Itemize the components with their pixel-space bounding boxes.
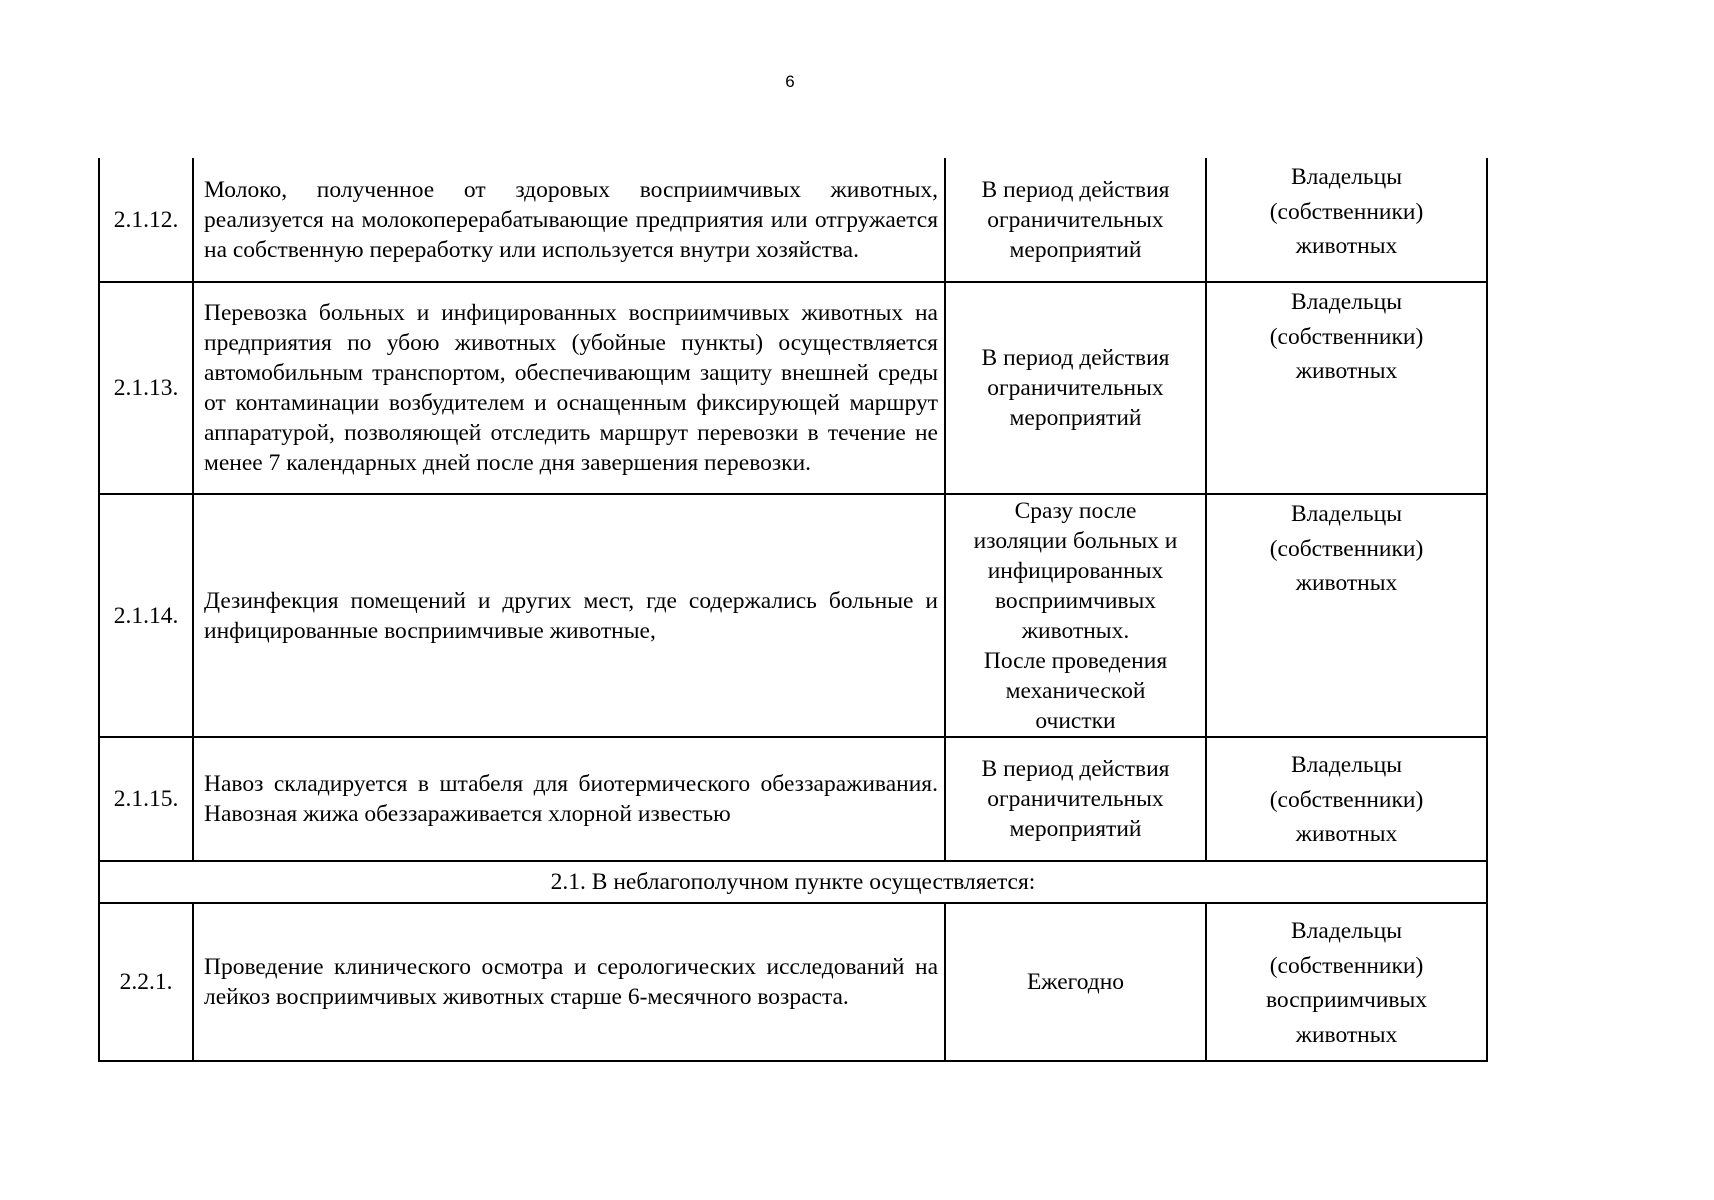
- responsible-line: (собственники): [1269, 786, 1424, 813]
- responsible-line: (собственники): [1269, 952, 1424, 979]
- row-description: Навоз складируется в штабеля для биотермического обеззараживания. Навозная жижа обеззараживается хлорной известью: [193, 737, 945, 861]
- period-line: ограничительных: [987, 375, 1164, 401]
- responsible-line: животных: [1295, 821, 1398, 848]
- row-description: Дезинфекция помещений и других мест, где содержались больные и инфицированные восприимчивые животные,: [193, 494, 945, 737]
- table-row: [99, 282, 1487, 494]
- row-responsible: [1206, 737, 1487, 861]
- row-period: [945, 494, 1206, 737]
- period-line: Ежегодно: [1026, 969, 1125, 995]
- period-line: ограничительных: [987, 206, 1164, 233]
- row-number: 2.2.1.: [99, 903, 193, 1061]
- period-line: животных.: [1021, 617, 1130, 644]
- row-period: [945, 903, 1206, 1061]
- row-number: 2.1.12.: [99, 158, 193, 282]
- period-line: После проведения: [983, 647, 1168, 674]
- responsible-line: восприимчивых: [1265, 987, 1428, 1013]
- section-heading: 2.1. В неблагополучном пункте осуществляется:: [99, 861, 1487, 903]
- row-responsible: [1206, 282, 1487, 494]
- row-responsible: [1206, 158, 1487, 282]
- period-line: В период действия: [981, 756, 1170, 782]
- responsible-line: животных: [1295, 570, 1398, 596]
- period-line: очистки: [1035, 707, 1116, 734]
- responsible-line: (собственники): [1269, 198, 1424, 225]
- section-row: [99, 861, 1487, 903]
- responsible-line: Владельцы: [1290, 918, 1403, 944]
- row-responsible: [1206, 494, 1487, 737]
- row-period: [945, 282, 1206, 494]
- period-line: В период действия: [981, 345, 1170, 371]
- row-number: 2.1.15.: [99, 737, 193, 861]
- responsible-line: Владельцы: [1290, 501, 1403, 527]
- table-row: [99, 737, 1487, 861]
- period-line: Сразу после: [1014, 497, 1137, 524]
- period-line: В период действия: [981, 176, 1170, 203]
- responsible-line: животных: [1295, 233, 1398, 259]
- row-responsible: [1206, 903, 1487, 1061]
- row-description: Проведение клинического осмотра и серологических исследований на лейкоз восприимчивых животных старше 6-месячного возраста.: [193, 903, 945, 1061]
- responsible-line: Владельцы: [1290, 752, 1403, 779]
- row-number: 2.1.13.: [99, 282, 193, 494]
- responsible-line: Владельцы: [1290, 164, 1403, 190]
- responsible-line: (собственники): [1269, 323, 1424, 350]
- period-line: восприимчивых: [994, 587, 1157, 614]
- period-line: изоляции больных и: [973, 527, 1178, 554]
- period-line: мероприятий: [1009, 236, 1142, 263]
- table-row: [99, 158, 1487, 282]
- responsible-line: животных: [1295, 1021, 1398, 1048]
- period-line: мероприятий: [1009, 405, 1142, 431]
- responsible-line: животных: [1295, 358, 1398, 384]
- table-row: [99, 903, 1487, 1061]
- period-line: механической: [1005, 677, 1146, 704]
- period-line: мероприятий: [1009, 816, 1142, 842]
- responsible-line: (собственники): [1269, 535, 1424, 562]
- table-row: [99, 494, 1487, 737]
- measures-table: [98, 158, 1488, 1062]
- responsible-line: Владельцы: [1290, 289, 1403, 315]
- row-period: [945, 737, 1206, 861]
- row-description: Перевозка больных и инфицированных восприимчивых животных на предприятия по убою животных (убойные пункты) осуществляется автомобильным транспортом, обеспечивающим защиту внешней среды от контаминации возбудителем и оснащенным фиксирующей маршрут аппаратурой, позволяющей отследить маршрут перевозки в течение не менее 7 календарных дней после дня завершения перевозки.: [193, 282, 945, 494]
- row-description: Молоко, полученное от здоровых восприимчивых животных, реализуется на молокоперерабатывающие предприятия или отгружается на собственную переработку или используется внутри хозяйства.: [193, 158, 945, 282]
- period-line: инфицированных: [987, 557, 1164, 584]
- period-line: ограничительных: [987, 786, 1164, 812]
- page-number: 6: [785, 72, 795, 91]
- row-number: 2.1.14.: [99, 494, 193, 737]
- row-period: [945, 158, 1206, 282]
